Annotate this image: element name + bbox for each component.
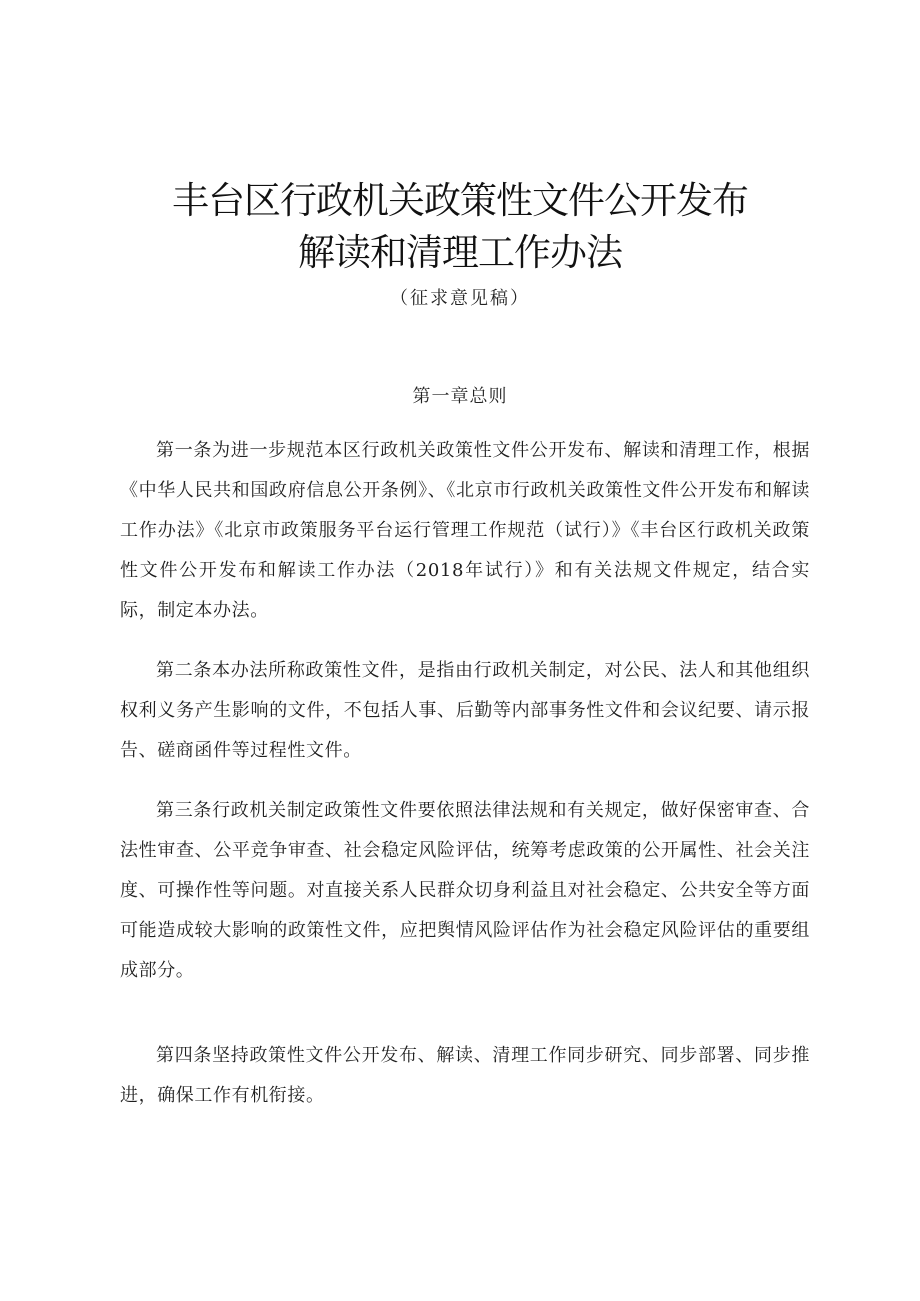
article-1: 第一条为进一步规范本区行政机关政策性文件公开发布、解读和清理工作，根据《中华人民共和国政府信息公开条例》、《北京市行政机关政策性文件公开发布和解读工作办法》《北京市政策服务平台运行管理工作规范（试行）》《丰台区行政机关政策性文件公开发布和解读工作办法（2018年试行）》和有关法规文件规定，结合实际，制定本办法。 xyxy=(120,440,810,621)
document-title-line-2: 解读和清理工作办法 xyxy=(298,231,622,274)
article-2: 第二条本办法所称政策性文件，是指由行政机关制定，对公民、法人和其他组织权利义务产生影响的文件，不包括人事、后勤等内部事务性文件和会议纪要、请示报告、磋商函件等过程性文件。 xyxy=(120,660,810,761)
article-4: 第四条坚持政策性文件公开发布、解读、清理工作同步研究、同步部署、同步推进，确保工作有机衔接。 xyxy=(120,1045,810,1106)
chapter-heading: 第一章总则 xyxy=(412,386,508,407)
draft-status-subtitle: （征求意见稿） xyxy=(390,288,530,309)
document-title-line-1: 丰台区行政机关政策性文件公开发布 xyxy=(172,179,748,222)
article-3: 第三条行政机关制定政策性文件要依照法律法规和有关规定，做好保密审查、合法性审查、公平竞争审查、社会稳定风险评估，统筹考虑政策的公开属性、社会关注度、可操作性等问题。对直接关系人民群众切身利益且对社会稳定、公共安全等方面可能造成较大影响的政策性文件，应把舆情风险评估作为社会稳定风险评估的重要组成部分。 xyxy=(120,800,810,981)
